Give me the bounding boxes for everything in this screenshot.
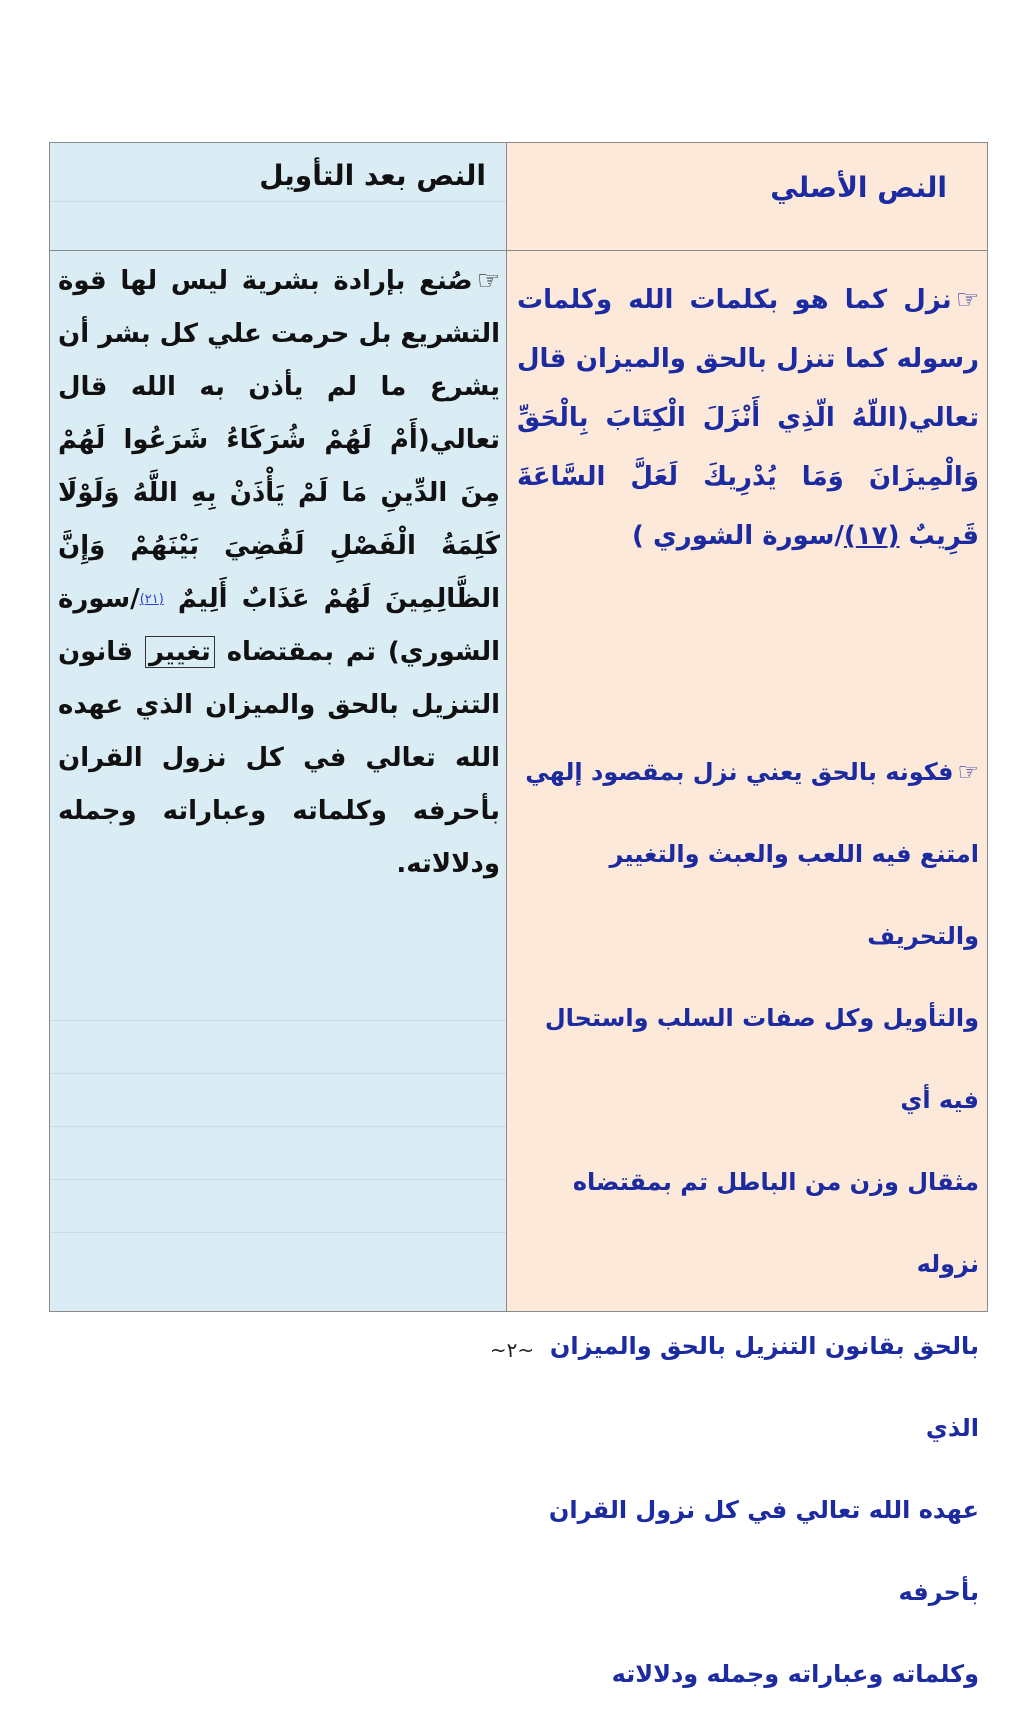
comparison-table (49, 142, 988, 1688)
interpreted-text-column (50, 143, 506, 1311)
original-line: مثقال وزن من الباطل تم بمقتضاه نزوله (572, 1168, 979, 1278)
interpreted-text-part1: صُنع بإرادة بشرية ليس لها قوة التشريع بل حرمت علي كل بشر أن يشرع ما لم يأذن به الله قال تعالي(أَمْ لَهُمْ شُرَكَاءُ شَرَعُوا لَهُمْ مِنَ الدِّينِ مَا لَمْ يَأْذَنْ بِهِ اللَّهُ وَلَوْلَا كَلِمَةُ الْفَصْلِ لَقُضِيَ بَيْنَهُمْ وَإِنَّ الظَّالِمِينَ لَهُمْ عَذَابٌ أَلِيمٌ (58, 266, 500, 614)
pointing-hand-icon: ☞ (955, 285, 979, 315)
original-line: وكلماته وعباراته وجمله ودلالاته (611, 1660, 979, 1688)
original-line: بالحق بقانون التنزيل بالحق والميزان الذي (549, 1332, 979, 1442)
header-divider (50, 250, 506, 251)
original-text-column (506, 143, 987, 1688)
interpreted-text-part2: /سورة الشوري) تم بمقتضاه (58, 584, 500, 667)
row-line (50, 1232, 506, 1233)
row-line (50, 1073, 506, 1074)
verse-source: /سورة الشوري ) (632, 521, 844, 551)
interpreted-text-part3: قانون التنزيل بالحق والميزان الذي عهده الله تعالي في كل نزول القران بأحرفه وكلماته وعباراته وجمله ودلالاته. (58, 637, 500, 879)
original-line: ☞فكونه بالحق يعني نزل بمقصود إلهي (525, 758, 979, 786)
header-divider (507, 250, 987, 251)
row-line (50, 1179, 506, 1180)
verse-number: (١٧) (843, 521, 900, 551)
row-line (50, 1126, 506, 1127)
original-line: عهده الله تعالي في كل نزول القران بأحرفه (548, 1496, 979, 1606)
boxed-word: تغيير (145, 636, 215, 668)
footnote-ref[interactable]: (٢١) (139, 592, 164, 607)
interpreted-paragraph (58, 255, 500, 891)
page-number: ~٢~ (489, 1338, 535, 1362)
row-line (50, 201, 506, 202)
interpreted-text-header: النص بعد التأويل (259, 159, 486, 192)
row-line (50, 1020, 506, 1021)
pointing-hand-icon: ☞ (957, 758, 979, 786)
original-line: والتأويل وكل صفات السلب واستحال فيه أي (544, 1004, 979, 1114)
original-paragraph-2 (517, 731, 979, 1715)
pointing-hand-icon: ☞ (476, 266, 500, 296)
original-paragraph-1-text: نزل كما هو بكلمات الله وكلمات رسوله كما تنزل بالحق والميزان قال تعالي(اللّهُ الّذِي أَنْزَلَ الْكِتَابَ بِالْحَقِّ وَالْمِيزَانَ وَمَا يُدْرِيكَ لَعَلَّ السَّاعَةَ قَرِيبٌ (517, 285, 979, 551)
original-text-header: النص الأصلي (770, 171, 947, 204)
original-line: امتنع فيه اللعب والعبث والتغيير والتحريف (609, 840, 979, 950)
original-paragraph-1 (517, 271, 979, 566)
